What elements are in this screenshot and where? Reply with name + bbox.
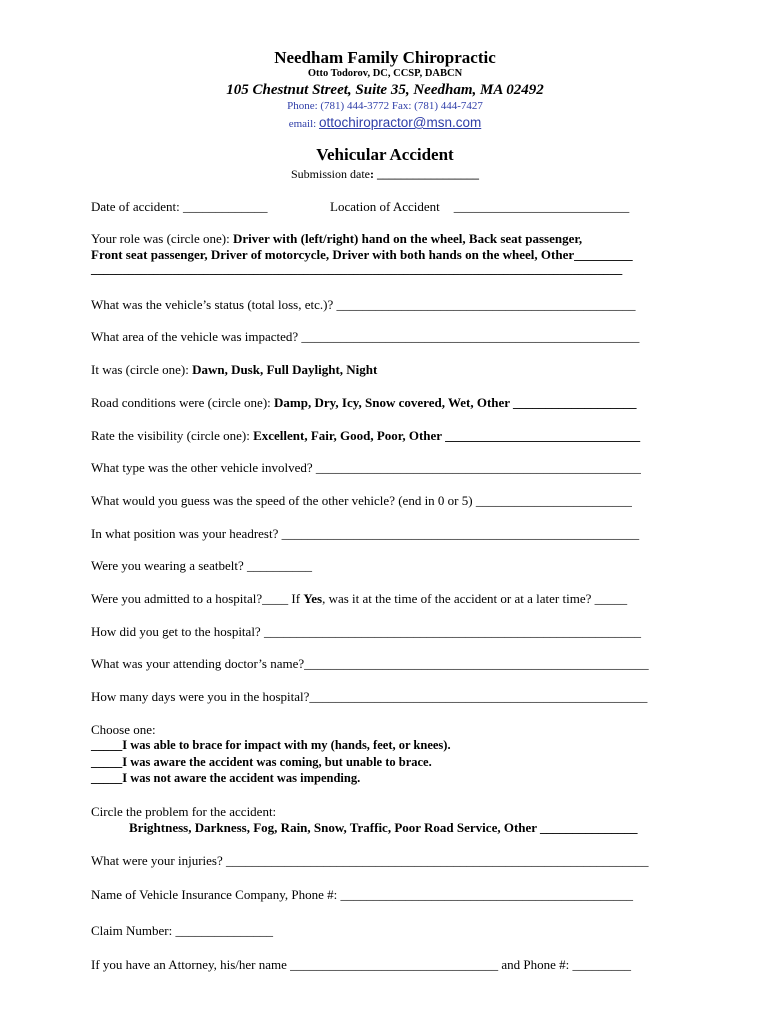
- clinic-address: 105 Chestnut Street, Suite 35, Needham, MA 02492: [226, 82, 544, 98]
- time-of-day-row: [91, 362, 377, 378]
- attorney-phone-part: and Phone #: _________: [501, 957, 632, 972]
- submission-date-label: Submission date: [290, 167, 370, 181]
- location-label: Location of Accident: [330, 199, 440, 214]
- attorney-name-part: If you have an Attorney, his/her name ________________________________: [91, 957, 502, 972]
- road-conditions-label: Road conditions were (circle one):: [91, 395, 275, 410]
- role-options-2[interactable]: Front seat passenger, Driver of motorcycle, Driver with both hands on the wheel, Other_________: [91, 247, 633, 262]
- submission-date-row: [0, 167, 770, 182]
- clinic-phone-fax: Phone: (781) 444-3772 Fax: (781) 444-7427: [287, 100, 483, 112]
- visibility-options[interactable]: Excellent, Fair, Good, Poor, Other ______________________________: [253, 428, 641, 443]
- attending-doctor-question[interactable]: What was your attending doctor’s name?_____________________________________________________: [91, 656, 649, 671]
- visibility-label: Rate the visibility (circle one):: [91, 428, 254, 443]
- submission-colon: :: [370, 167, 374, 181]
- role-options-1[interactable]: Driver with (left/right) hand on the wheel, Back seat passenger,: [233, 231, 583, 246]
- visibility-row: [91, 428, 640, 444]
- choose-one-label: Choose one:: [91, 722, 156, 737]
- clinic-name: Needham Family Chiropractic: [274, 48, 496, 67]
- location-field[interactable]: ___________________________: [453, 199, 630, 214]
- insurance-question[interactable]: Name of Vehicle Insurance Company, Phone #: _____________________________________________: [91, 887, 633, 902]
- email-label: email:: [288, 118, 319, 130]
- date-of-accident-field[interactable]: _____________: [183, 199, 268, 214]
- impact-area-question[interactable]: What area of the vehicle was impacted? ____________________________________________________: [91, 329, 640, 344]
- claim-number-question[interactable]: Claim Number: _______________: [91, 923, 273, 938]
- road-conditions-row: [91, 395, 637, 411]
- seatbelt-question[interactable]: Were you wearing a seatbelt? __________: [91, 558, 312, 573]
- road-conditions-options[interactable]: Damp, Dry, Icy, Snow covered, Wet, Other ___________________: [274, 395, 637, 410]
- email-link[interactable]: ottochiropractor@msn.com: [318, 115, 482, 130]
- role-row: [91, 231, 582, 247]
- hospital-question-part1: Were you admitted to a hospital?____ If: [91, 591, 304, 606]
- brace-option-2[interactable]: _____I was aware the accident was coming, but unable to brace.: [91, 755, 432, 769]
- submission-date-field[interactable]: _________________: [374, 167, 479, 181]
- role-other-field[interactable]: _____________________________________________________________________________________: [91, 262, 623, 276]
- injuries-question[interactable]: What were your injuries? _________________________________________________________________: [91, 853, 649, 868]
- clinic-email-row: [0, 115, 770, 131]
- attorney-question[interactable]: [91, 957, 631, 973]
- date-of-accident-label: Date of accident:: [91, 199, 184, 214]
- brace-option-1[interactable]: _____I was able to brace for impact with my (hands, feet, or knees).: [91, 738, 451, 752]
- hospital-question-part2: , was it at the time of the accident or at a later time? _____: [322, 591, 628, 606]
- doctor-credentials: Otto Todorov, DC, CCSP, DABCN: [307, 68, 463, 79]
- location-row: [330, 199, 629, 215]
- get-to-hospital-question[interactable]: How did you get to the hospital? __________________________________________________________: [91, 624, 641, 639]
- other-vehicle-question[interactable]: What type was the other vehicle involved? __________________________________________________: [91, 460, 641, 475]
- time-of-day-options[interactable]: Dawn, Dusk, Full Daylight, Night: [192, 362, 378, 377]
- hospital-days-question[interactable]: How many days were you in the hospital?____________________________________________________: [91, 689, 648, 704]
- date-of-accident-row: [91, 199, 268, 215]
- role-label: Your role was (circle one):: [91, 231, 233, 246]
- speed-question[interactable]: What would you guess was the speed of the other vehicle? (end in 0 or 5) ________________________: [91, 493, 632, 508]
- hospital-admitted-question[interactable]: [91, 591, 627, 607]
- problem-options[interactable]: Brightness, Darkness, Fog, Rain, Snow, Traffic, Poor Road Service, Other _______________: [129, 820, 638, 835]
- problem-label: Circle the problem for the accident:: [91, 804, 277, 819]
- headrest-question[interactable]: In what position was your headrest? _______________________________________________________: [91, 526, 640, 541]
- time-of-day-label: It was (circle one):: [91, 362, 193, 377]
- vehicle-status-question[interactable]: What was the vehicle’s status (total loss, etc.)? ______________________________________________: [91, 297, 636, 312]
- form-title: Vehicular Accident: [316, 145, 454, 164]
- brace-option-3[interactable]: _____I was not aware the accident was impending.: [91, 771, 361, 785]
- hospital-yes: Yes: [303, 591, 323, 606]
